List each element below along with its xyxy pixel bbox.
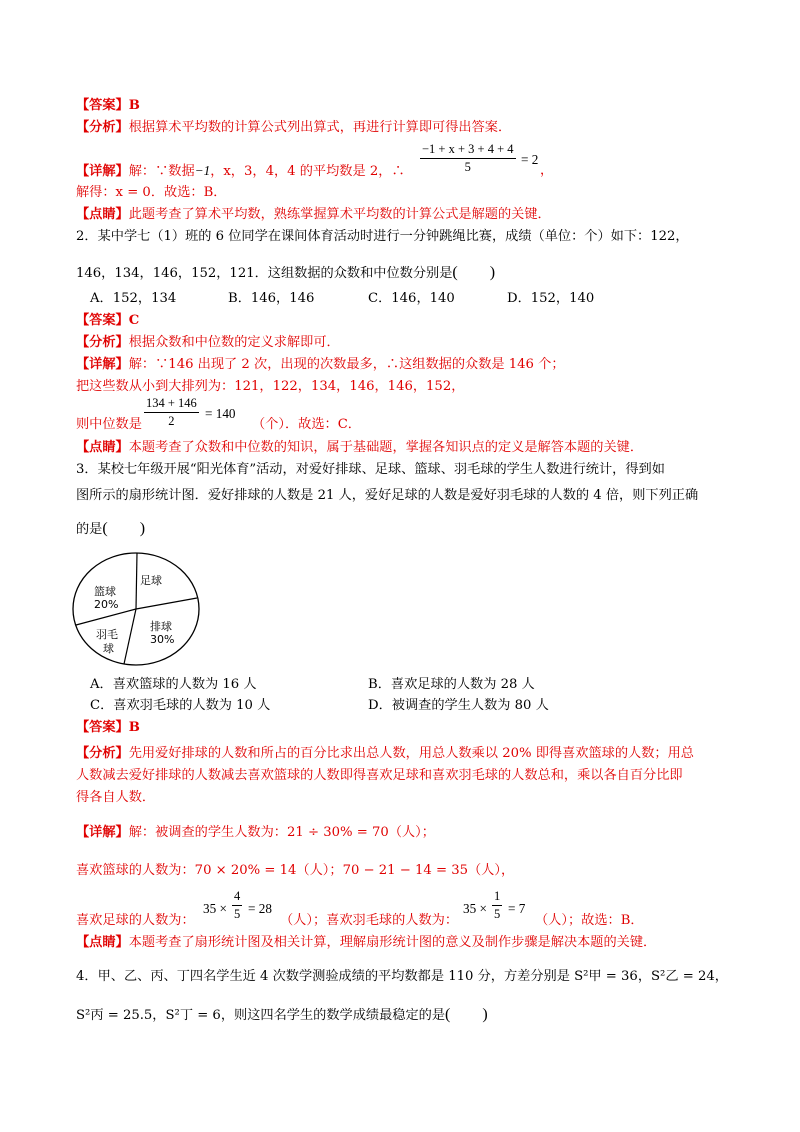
q1-detail-end: ， <box>540 163 554 178</box>
pie-chart <box>70 550 210 670</box>
detail-text-2: ，x，3，4，4 的平均数是 2，∴ <box>210 164 405 179</box>
q3-stem-line2: 图所示的扇形统计图．爱好排球的人数是 21 人，爱好足球的人数是爱好羽毛球的人数的 4 倍，则下列正确 <box>76 488 699 503</box>
q3-f2-bar <box>492 905 502 906</box>
q2-stem-line1: 2．某中学七（1）班的 6 位同学在课间体育活动时进行一分钟跳绳比赛，成绩（单位：个）如下：122， <box>76 229 689 244</box>
q2-detail <box>76 356 565 374</box>
q3-detail3b: （人）；喜欢羽毛球的人数为： <box>280 913 459 928</box>
q2-sort: 把这些数从小到大排列为：121，122，134，146，146，152， <box>76 379 465 394</box>
q2-option-b: B．146，146 <box>228 291 315 306</box>
q3-analysis-line2: 人数减去爱好排球的人数减去喜欢篮球的人数即得喜欢足球和喜欢羽毛球的人数总和，乘以各自百分比即 <box>76 768 683 783</box>
q2-frac-rhs: = 140 <box>205 406 236 421</box>
q2-stem-text: 146，134，146，152，121．这组数据的众数和中位数分别是 <box>76 266 453 281</box>
q2-fraction <box>144 396 199 429</box>
q3-detail-line2: 喜欢篮球的人数为：70 × 20% = 14（人）；70 − 21 − 14 = 35（人）， <box>76 863 515 878</box>
q2-stem-line2 <box>76 264 495 283</box>
q4-answer-blank: ( ) <box>445 1006 488 1023</box>
analysis-text: 根据算术平均数的计算公式列出算式，再进行计算即可得出答案． <box>128 120 512 135</box>
q3-answer-blank: ( ) <box>102 520 146 537</box>
q3-f1-num: 4 <box>234 889 241 903</box>
q4-stem-line2 <box>76 1006 488 1025</box>
q4-stem-line1: 4．甲、乙、丙、丁四名学生近 4 次数学测验成绩的平均数都是 110 分，方差分别是 S²甲 = 36，S²乙 = 24， <box>76 969 728 984</box>
q3-detail3a: 喜欢足球的人数为： <box>76 913 195 928</box>
q3-f1-rhs: = 28 <box>248 901 272 916</box>
q2-comment <box>76 439 643 457</box>
q3-option-a: A．喜欢篮球的人数为 16 人 <box>90 677 257 692</box>
q2-frac-num: 134 + 146 <box>146 396 197 410</box>
q2-option-a: A．152，134 <box>90 291 177 306</box>
answer-value: B <box>128 720 140 735</box>
q1-solve: 解得：x = 0．故选：B． <box>76 185 227 200</box>
q3-analysis-line3: 得各自人数． <box>76 790 156 805</box>
analysis-tag: 【分析】 <box>76 335 129 350</box>
comment-tag: 【点睛】 <box>76 207 129 222</box>
q3-answer <box>76 719 140 737</box>
analysis-text-1: 先用爱好排球的人数和所占的百分比求出总人数，用总人数乘以 20% 即得喜欢篮球的人数；用总 <box>128 746 694 761</box>
q3-f2-den: 5 <box>494 907 501 921</box>
q1-frac-rhs: = 2 <box>521 152 539 167</box>
q2-frac-bar <box>144 412 199 413</box>
q2-answer-blank: ( ) <box>452 264 496 281</box>
detail-tag: 【详解】 <box>76 164 129 179</box>
pie-pct-volleyball: 30% <box>150 633 175 646</box>
q1-frac-den: 5 <box>464 160 471 174</box>
q3-analysis-line1 <box>76 745 694 763</box>
detail-text: 解：∵146 出现了 2 次，出现的次数最多，∴这组数据的众数是 146 个； <box>128 357 565 372</box>
comment-text: 本题考查了众数和中位数的知识，属于基础题，掌握各知识点的定义是解答本题的关键． <box>128 440 644 455</box>
q3-option-c: C．喜欢羽毛球的人数为 10 人 <box>90 698 271 713</box>
answer-value: C <box>128 313 140 328</box>
answer-tag: 【答案】 <box>76 720 129 735</box>
q3-stem-line1: 3．某校七年级开展“阳光体育”活动，对爱好排球、足球、篮球、羽毛球的学生人数进行统计，得到如 <box>76 462 665 477</box>
q3-f1-den: 5 <box>234 907 241 921</box>
detail-text-1: 解：被调查的学生人数为：21 ÷ 30% = 70（人）； <box>128 825 435 840</box>
q3-f1-bar <box>232 905 242 906</box>
detail-text-1: 解：∵数据 <box>128 164 195 179</box>
q2-frac-den: 2 <box>168 414 175 428</box>
analysis-tag: 【分析】 <box>76 746 129 761</box>
q2-median-pre: 则中位数是 <box>76 417 142 432</box>
q1-comment <box>76 206 551 224</box>
q3-f2-num: 1 <box>494 889 501 903</box>
q3-comment <box>76 934 656 952</box>
comment-tag: 【点睛】 <box>76 935 129 950</box>
pie-label-badminton-1: 羽毛 <box>96 628 118 641</box>
q1-analysis <box>76 119 511 137</box>
q3-f2-pre: 35 × <box>463 901 487 916</box>
detail-tag: 【详解】 <box>76 825 129 840</box>
q2-analysis <box>76 334 340 352</box>
pie-label-basketball: 篮球 <box>94 585 116 598</box>
answer-tag: 【答案】 <box>76 98 129 113</box>
q4-stem-text: S²丙 = 25.5，S²丁 = 6，则这四名学生的数学成绩最稳定的是 <box>76 1008 446 1023</box>
q2-median-post: （个）．故选：C． <box>252 417 361 432</box>
answer-value: B <box>128 98 140 113</box>
q3-stem-text: 的是 <box>76 522 103 537</box>
q3-option-d: D．被调查的学生人数为 80 人 <box>368 698 549 713</box>
pie-label-badminton-2: 球 <box>103 642 114 655</box>
q1-fraction <box>420 142 516 175</box>
analysis-tag: 【分析】 <box>76 120 129 135</box>
pie-label-volleyball: 排球 <box>150 620 172 633</box>
detail-tag: 【详解】 <box>76 357 129 372</box>
q3-f2-rhs: = 7 <box>508 901 526 916</box>
answer-tag: 【答案】 <box>76 313 129 328</box>
comment-text: 此题考查了算术平均数，熟练掌握算术平均数的计算公式是解题的关键． <box>128 207 551 222</box>
pie-label-football: 足球 <box>140 574 162 587</box>
comment-tag: 【点睛】 <box>76 440 129 455</box>
neg-one: −1 <box>194 163 211 178</box>
q3-stem-line3 <box>76 520 145 539</box>
q3-detail-line1 <box>76 824 435 842</box>
q3-fraction-2 <box>492 889 502 922</box>
q3-fraction-1 <box>232 889 242 922</box>
q1-frac-num: −1 + x + 3 + 4 + 4 <box>422 142 514 156</box>
q1-detail <box>76 162 405 181</box>
analysis-text: 根据众数和中位数的定义求解即可． <box>128 335 340 350</box>
q2-option-c: C．146，140 <box>368 291 455 306</box>
pie-pct-basketball: 20% <box>94 598 119 611</box>
q1-answer <box>76 97 140 115</box>
q1-frac-bar <box>420 158 516 159</box>
comment-text: 本题考查了扇形统计图及相关计算，理解扇形统计图的意义及制作步骤是解决本题的关键． <box>128 935 657 950</box>
q2-option-d: D．152，140 <box>507 291 595 306</box>
q3-detail3c: （人）；故选：B． <box>535 913 644 928</box>
q2-answer <box>76 312 139 330</box>
q3-f1-pre: 35 × <box>203 901 227 916</box>
q3-option-b: B．喜欢足球的人数为 28 人 <box>368 677 535 692</box>
